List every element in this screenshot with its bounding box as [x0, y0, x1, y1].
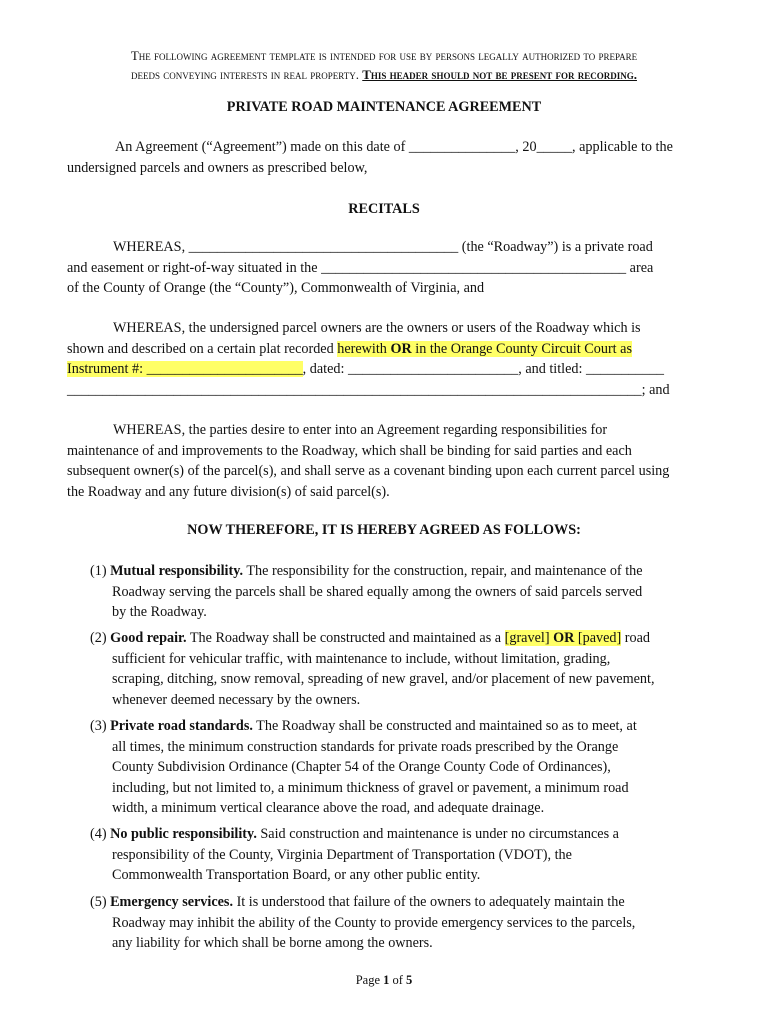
clause-text: The responsibility for the construction, repair, and maintenance of the	[243, 563, 643, 579]
clause-title: No public responsibility.	[110, 826, 257, 842]
clause-number: (2)	[90, 630, 107, 646]
clause-5	[90, 892, 678, 954]
clause-text: The Roadway shall be constructed and maintained so as to meet, at	[252, 718, 637, 734]
clause-3-line-2: all times, the minimum construction standards for private roads prescribed by the Orange	[112, 738, 619, 755]
clause-number: (1)	[90, 563, 107, 579]
whereas2-line-3	[67, 359, 701, 380]
intro-line-2: undersigned parcels and owners as prescribed below,	[67, 159, 368, 176]
whereas2-or: OR	[390, 340, 412, 357]
whereas2-line-1: WHEREAS, the undersigned parcel owners are the owners or users of the Roadway which is	[113, 320, 641, 336]
clause-text: Said construction and maintenance is under no circumstances a	[256, 826, 619, 842]
surface-option-highlight	[505, 630, 622, 646]
whereas2-line-4: _________________________________________________________________________________; and	[67, 381, 670, 398]
whereas2-herewith: herewith	[337, 340, 391, 357]
clause-number: (4)	[90, 826, 107, 842]
clause-1-line-1	[90, 561, 678, 582]
whereas2-line-2	[67, 339, 701, 360]
clause-3-line-3: County Subdivision Ordinance (Chapter 54 of the Orange County Code of Ordinances),	[112, 759, 611, 775]
footer-of-word: of	[389, 973, 407, 987]
clause-3-line-5: width, a minimum vertical clearance above the road, and adequate drainage.	[112, 800, 545, 816]
clause-2-line-4: whenever deemed necessary by the owners.	[112, 691, 361, 708]
header-line-2a: deeds conveying interests in real property.	[131, 67, 363, 82]
document-title: PRIVATE ROAD MAINTENANCE AGREEMENT	[226, 99, 542, 115]
footer-page-total: 5	[406, 973, 413, 987]
clause-number: (3)	[90, 718, 107, 734]
footer-page-number: 1	[383, 973, 390, 987]
clause-5-line-3: any liability for which shall be borne among the owners.	[112, 935, 433, 951]
whereas3-line-1: WHEREAS, the parties desire to enter into an Agreement regarding responsibilities for	[113, 422, 608, 438]
clause-title: Good repair.	[110, 630, 187, 646]
intro-paragraph	[67, 137, 701, 178]
clause-text: It is understood that failure of the owners to adequately maintain the	[233, 894, 625, 910]
whereas2-dated-titled: , dated: ________________________, and titled: ___________	[302, 361, 665, 377]
whereas-paragraph-1	[67, 237, 701, 299]
clause-1	[90, 561, 678, 623]
clause-text: The Roadway shall be constructed and maintained as a	[186, 630, 505, 646]
surface-or: OR	[553, 630, 575, 646]
clause-3-line-4: including, but not limited to, a minimum thickness of gravel or pavement, a minimum road	[112, 779, 629, 796]
recitals-heading: RECITALS	[348, 201, 420, 217]
whereas3-line-2: maintenance of and improvements to the Roadway, which shall be binding for said parties and each	[67, 442, 632, 459]
instrument-number-field: Instrument #: ______________________	[67, 361, 303, 377]
header-line-2	[0, 65, 768, 84]
whereas2-line-2a: shown and described on a certain plat recorded	[67, 340, 338, 357]
clause-1-line-2: Roadway serving the parcels shall be shared equally among the owners of said parcels served	[112, 583, 643, 600]
clause-1-line-3: by the Roadway.	[112, 604, 207, 620]
whereas-paragraph-2	[67, 318, 701, 400]
page-footer	[0, 971, 768, 989]
whereas1-line-3: of the County of Orange (the “County”), Commonwealth of Virginia, and	[67, 280, 485, 296]
clause-title: Private road standards.	[110, 718, 253, 734]
intro-line-1: An Agreement (“Agreement”) made on this date of _______________, 20_____, applicable to the	[115, 139, 673, 155]
clause-text-road: road	[621, 630, 651, 646]
clause-2-line-2: sufficient for vehicular traffic, with maintenance to include, without limitation, grading,	[112, 650, 611, 667]
clause-5-line-1	[90, 892, 678, 913]
footer-page-word: Page	[355, 973, 384, 987]
agreement-heading: NOW THEREFORE, IT IS HEREBY AGREED AS FOLLOWS:	[187, 522, 581, 538]
header-line-1: The following agreement template is intended for use by persons legally authorized to prepare	[130, 48, 638, 63]
clause-2	[90, 628, 678, 710]
clause-4-line-2: responsibility of the County, Virginia Department of Transportation (VDOT), the	[112, 846, 572, 863]
clause-2-line-3: scraping, ditching, snow removal, spreading of new gravel, and/or placement of new pavement,	[112, 671, 655, 687]
template-header-notice	[0, 46, 768, 84]
clause-3	[90, 716, 678, 819]
header-recording-warning: This header should not be present for recording.	[362, 67, 637, 82]
clause-5-line-2: Roadway may inhibit the ability of the County to provide emergency services to the parcels,	[112, 914, 636, 931]
clause-title: Emergency services.	[110, 894, 234, 910]
whereas-paragraph-3	[67, 420, 701, 502]
whereas2-circuit-court: in the Orange County Circuit Court as	[411, 340, 632, 357]
clause-4-line-1	[90, 824, 678, 845]
clause-4	[90, 824, 678, 886]
whereas1-line-1: WHEREAS, ______________________________________ (the “Roadway”) is a private road	[113, 239, 653, 255]
paved-option: [paved]	[574, 630, 622, 646]
instrument-option-highlight	[337, 341, 632, 357]
clause-title: Mutual responsibility.	[110, 563, 244, 579]
clause-3-line-1	[90, 716, 678, 737]
clause-number: (5)	[90, 894, 107, 910]
whereas1-line-2: and easement or right-of-way situated in the ___________________________________________ area	[67, 259, 654, 276]
whereas3-line-3: subsequent owner(s) of the parcel(s), and shall serve as a covenant binding upon each current parcel using	[67, 463, 670, 479]
gravel-option: [gravel]	[504, 630, 554, 646]
whereas3-line-4: the Roadway and any future division(s) of said parcel(s).	[67, 483, 390, 500]
clause-4-line-3: Commonwealth Transportation Board, or any other public entity.	[112, 867, 481, 883]
clause-2-line-1	[90, 628, 678, 649]
